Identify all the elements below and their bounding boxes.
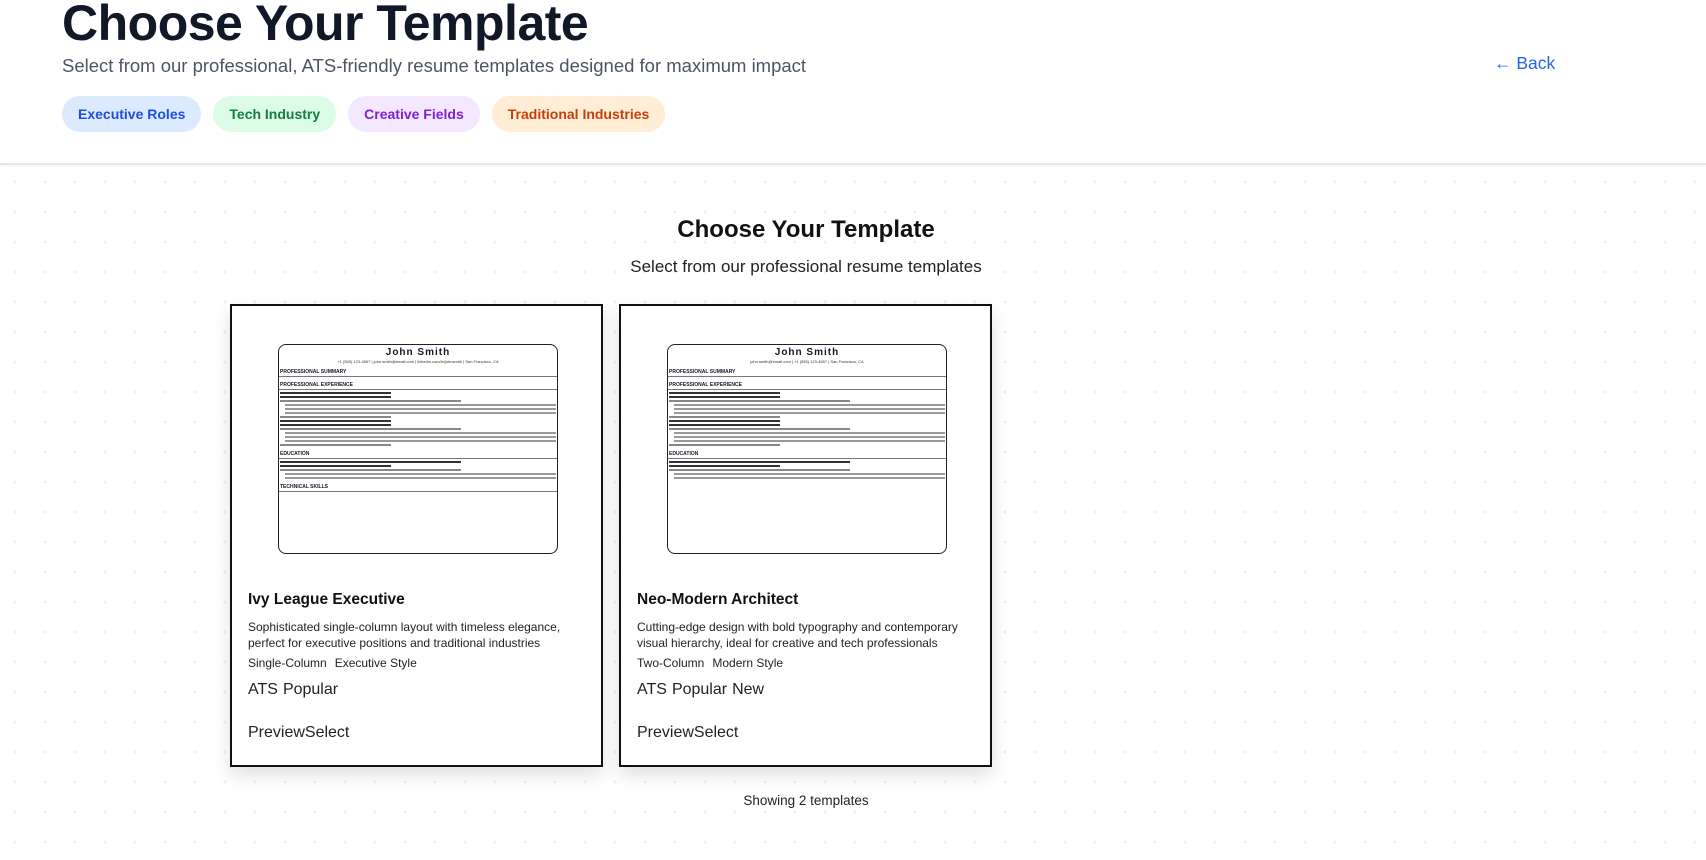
template-card-ivy-league-executive[interactable] <box>230 304 603 767</box>
thumbnail-line <box>280 424 391 426</box>
thumbnail-contact: +1 (555) 123-4567 | john.smith@email.com | linkedin.com/in/johnsmith | San Francisco, CA <box>337 359 499 364</box>
thumbnail-line <box>674 440 945 442</box>
thumbnail-line <box>285 436 556 438</box>
ats-badge: ATS <box>637 681 667 698</box>
thumbnail-section: PROFESSIONAL EXPERIENCE <box>279 382 557 390</box>
select-button[interactable]: Select <box>693 724 739 741</box>
thumbnail-line <box>285 408 556 410</box>
thumbnail-section: PROFESSIONAL SUMMARY <box>279 369 557 377</box>
template-tag: Two-Column <box>637 656 705 670</box>
thumbnail-line <box>669 465 780 467</box>
template-actions <box>637 724 738 742</box>
thumbnail-line <box>674 404 945 406</box>
template-card-neo-modern-architect[interactable] <box>619 304 992 767</box>
popular-badge: Popular <box>282 681 339 698</box>
template-name: Neo-Modern Architect <box>637 591 799 608</box>
template-count: Showing 2 templates <box>743 793 869 808</box>
thumbnail-line <box>285 473 556 475</box>
thumbnail-line <box>280 416 391 418</box>
thumbnail-line <box>285 477 556 479</box>
thumbnail-line <box>280 428 461 430</box>
thumbnail-line <box>669 461 850 463</box>
thumbnail-section: EDUCATION <box>279 451 557 459</box>
thumbnail-line <box>285 404 556 406</box>
thumbnail-line <box>674 477 945 479</box>
template-badges <box>637 681 764 699</box>
preview-button[interactable]: Preview <box>248 724 305 741</box>
thumbnail-line <box>280 396 391 398</box>
preview-button[interactable]: Preview <box>637 724 694 741</box>
select-button[interactable]: Select <box>304 724 350 741</box>
thumbnail-section: TECHNICAL SKILLS <box>279 484 557 492</box>
page-header <box>0 0 1706 165</box>
template-thumbnail[interactable] <box>278 344 558 554</box>
thumbnail-line <box>285 440 556 442</box>
thumbnail-line <box>669 392 780 394</box>
thumbnail-line <box>669 428 850 430</box>
thumbnail-line <box>280 444 391 446</box>
thumbnail-line <box>669 396 780 398</box>
new-badge: New <box>732 681 765 698</box>
thumbnail-line <box>669 420 780 422</box>
category-filters <box>62 96 665 132</box>
ats-badge: ATS <box>248 681 278 698</box>
thumbnail-section: EDUCATION <box>668 451 946 459</box>
filter-tech-industry[interactable]: Tech Industry <box>213 96 336 132</box>
thumbnail-line <box>674 432 945 434</box>
template-gallery <box>0 167 1706 860</box>
thumbnail-line <box>285 412 556 414</box>
thumbnail-line <box>280 469 461 471</box>
thumbnail-line <box>674 412 945 414</box>
template-tag: Modern Style <box>712 656 784 670</box>
template-tags <box>248 656 417 670</box>
filter-traditional-industries[interactable]: Traditional Industries <box>492 96 666 132</box>
thumbnail-line <box>669 469 850 471</box>
template-description: Sophisticated single-column layout with timeless elegance, perfect for executive positions and traditional industries <box>248 620 561 650</box>
thumbnail-line <box>669 444 780 446</box>
thumbnail-line <box>280 400 461 402</box>
back-link[interactable]: ← Back <box>1494 53 1556 73</box>
thumbnail-name: John Smith <box>385 347 451 358</box>
thumbnail-section: PROFESSIONAL EXPERIENCE <box>668 382 946 390</box>
template-actions <box>248 724 349 742</box>
thumbnail-name: John Smith <box>774 347 840 358</box>
filter-executive-roles[interactable]: Executive Roles <box>62 96 201 132</box>
thumbnail-line <box>674 408 945 410</box>
template-badges <box>248 681 338 699</box>
thumbnail-line <box>669 416 780 418</box>
thumbnail-line <box>669 400 850 402</box>
thumbnail-line <box>280 392 391 394</box>
template-tag: Single-Column <box>248 656 327 670</box>
thumbnail-line <box>280 465 391 467</box>
template-thumbnail[interactable] <box>667 344 947 554</box>
filter-creative-fields[interactable]: Creative Fields <box>348 96 480 132</box>
thumbnail-line <box>674 436 945 438</box>
thumbnail-line <box>674 473 945 475</box>
thumbnail-line <box>669 424 780 426</box>
thumbnail-section: PROFESSIONAL SUMMARY <box>668 369 946 377</box>
thumbnail-contact: john.smith@email.com | +1 (555) 123-4567 | San Francisco, CA <box>750 359 864 364</box>
thumbnail-line <box>280 420 391 422</box>
thumbnail-line <box>285 432 556 434</box>
template-tags <box>637 656 783 670</box>
thumbnail-line <box>280 461 461 463</box>
page-subtitle: Select from our professional, ATS-friendly resume templates designed for maximum impact <box>62 55 807 76</box>
gallery-title: Choose Your Template <box>677 216 935 243</box>
gallery-subtitle: Select from our professional resume templates <box>630 257 982 276</box>
template-name: Ivy League Executive <box>248 591 405 608</box>
template-description: Cutting-edge design with bold typography and contemporary visual hierarchy, ideal for creative and tech professionals <box>637 620 958 650</box>
page-title: Choose Your Template <box>62 0 589 51</box>
template-tag: Executive Style <box>334 656 417 670</box>
popular-badge: Popular <box>671 681 728 698</box>
